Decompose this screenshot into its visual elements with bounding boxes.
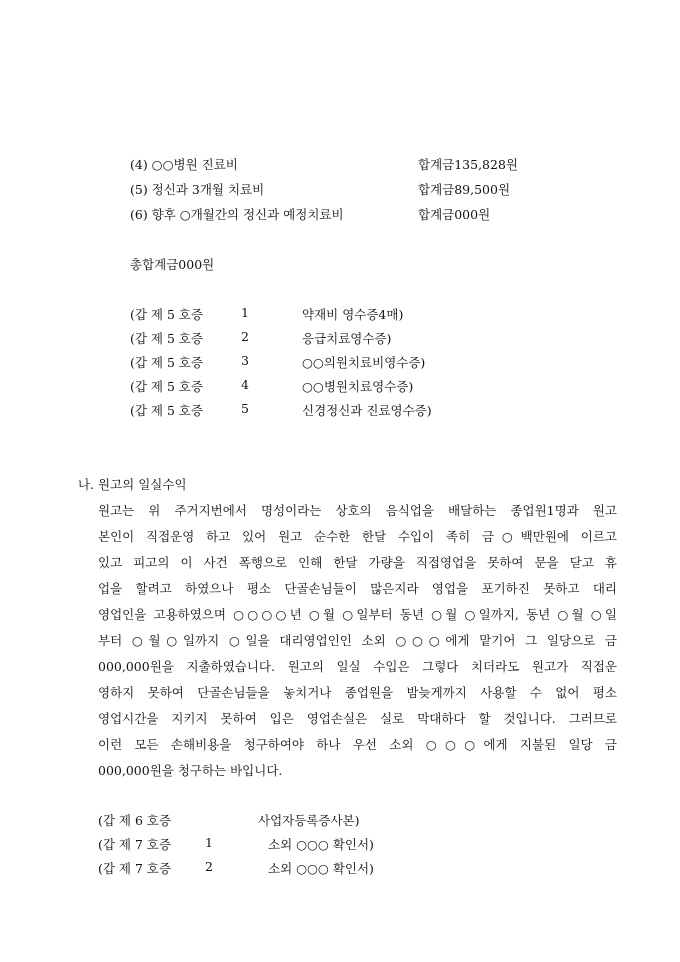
evidence-ref: (갑 제 6 호증 xyxy=(98,813,172,828)
evidence-number: 2 xyxy=(241,329,249,344)
evidence-ref: (갑 제 7 호증 xyxy=(98,837,172,852)
evidence-description: 소외 ○○○ 확인서) xyxy=(268,861,374,876)
evidence-number: 1 xyxy=(205,835,213,850)
evidence-ref: (갑 제 5 호증 xyxy=(130,307,204,322)
paragraph-line: 000,000원을 청구하는 바입니다. xyxy=(98,763,283,778)
evidence-description: 소외 ○○○ 확인서) xyxy=(268,837,374,852)
expense-item-amount: 합계금89,500원 xyxy=(418,182,511,197)
evidence-ref: (갑 제 5 호증 xyxy=(130,355,204,370)
evidence-description: 사업자등록증사본) xyxy=(258,813,360,828)
evidence-description: ○○의원치료비영수증) xyxy=(302,355,426,370)
evidence-ref: (갑 제 5 호증 xyxy=(130,403,204,418)
paragraph-line: 000,000원을 지출하였습니다. 원고의 일실 수입은 그렇다 치더라도 원고가 직접운 xyxy=(98,659,617,674)
paragraph-line: 영업인을 고용하였으며 ○○○○년 ○월 ○일부터 동년 ○월 ○일까지, 동년 ○월 ○일 xyxy=(98,607,617,622)
paragraph-line: 업을 할려고 하였으나 평소 단골손님들이 많은지라 영업을 포기하진 못하고 대리 xyxy=(98,581,617,596)
evidence-ref: (갑 제 5 호증 xyxy=(130,331,204,346)
expense-item-label: (4) ○○병원 진료비 xyxy=(130,157,238,172)
evidence-description: 신경정신과 진료영수증) xyxy=(302,403,432,418)
evidence-number: 2 xyxy=(205,859,213,874)
paragraph-line: 영업시간을 지키지 못하여 입은 영업손실은 실로 막대하다 할 것입니다. 그러므로 xyxy=(98,711,617,726)
section-heading: 나. 원고의 일실수익 xyxy=(78,477,187,492)
expense-item-amount: 합계금000원 xyxy=(418,207,491,222)
paragraph-line: 있고 피고의 이 사건 폭행으로 인해 한달 가량을 직접영업을 못하여 문을 닫고 휴 xyxy=(98,555,617,570)
evidence-ref: (갑 제 7 호증 xyxy=(98,861,172,876)
evidence-number: 5 xyxy=(241,401,249,416)
paragraph-line: 영하지 못하여 단골손님들을 놓치거나 종업원을 밤늦게까지 사용할 수 없어 평소 xyxy=(98,685,617,700)
evidence-ref: (갑 제 5 호증 xyxy=(130,379,204,394)
evidence-number: 3 xyxy=(241,353,249,368)
evidence-description: ○○병원치료영수증) xyxy=(302,379,414,394)
evidence-description: 응급치료영수증) xyxy=(302,331,392,346)
grand-total: 총합계금000원 xyxy=(130,257,215,272)
paragraph-line: 이런 모든 손해비용을 청구하여야 하나 우선 소외 ○○○에게 지불된 일당 금 xyxy=(98,737,617,752)
paragraph-line: 원고는 위 주거지번에서 명성이라는 상호의 음식업을 배달하는 종업원1명과 원고 xyxy=(98,503,617,518)
evidence-number: 1 xyxy=(241,305,249,320)
evidence-number: 4 xyxy=(241,377,249,392)
expense-item-label: (6) 향후 ○개월간의 정신과 예정치료비 xyxy=(130,207,344,222)
evidence-description: 약재비 영수증4매) xyxy=(302,307,404,322)
paragraph-line: 부터 ○월○일까지 ○일을 대리영업인인 소외 ○○○에게 맡기어 그 일당으로 금 xyxy=(98,633,617,648)
paragraph-line: 본인이 직접운영 하고 있어 원고 순수한 한달 수입이 족히 금○백만원에 이르고 xyxy=(98,529,617,544)
expense-item-amount: 합계금135,828원 xyxy=(418,157,518,172)
expense-item-label: (5) 정신과 3개월 치료비 xyxy=(130,182,265,197)
